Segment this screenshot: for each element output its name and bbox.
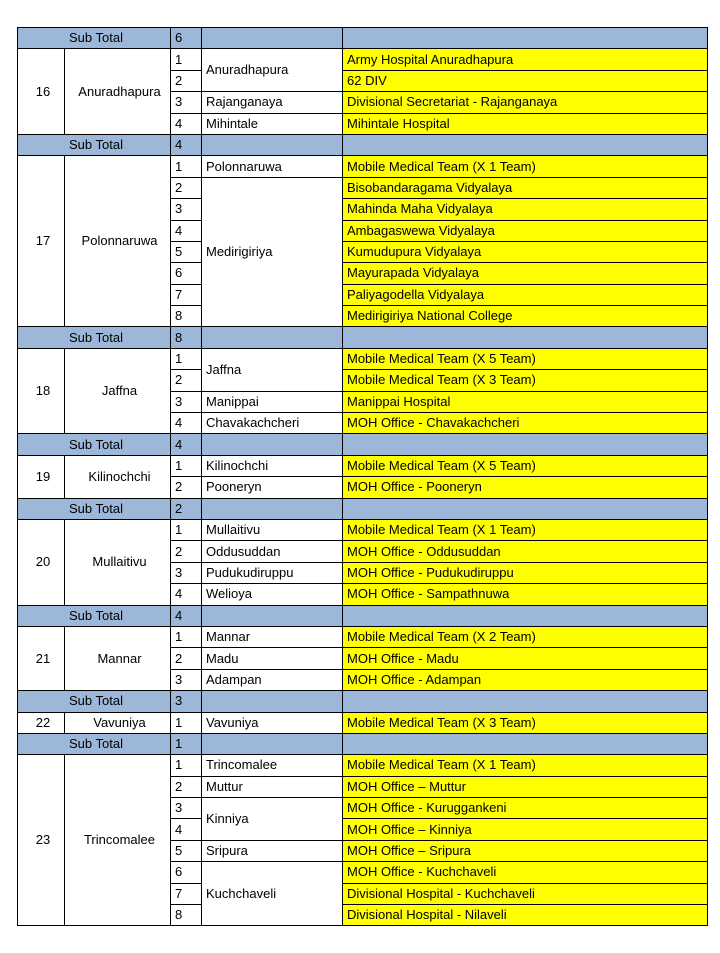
table-row <box>18 519 708 540</box>
subtotal-row <box>18 733 708 754</box>
location-name: MOH Office - Adampan <box>343 669 708 690</box>
subtotal-row <box>18 327 708 348</box>
deployment-table <box>17 27 708 926</box>
district-number: 20 <box>18 519 65 605</box>
subtotal-empty-area <box>202 134 343 155</box>
row-number: 1 <box>171 712 202 733</box>
subtotal-empty-location <box>343 134 708 155</box>
subtotal-label: Sub Total <box>18 733 171 754</box>
subtotal-label: Sub Total <box>18 605 171 626</box>
location-name: MOH Office - Kuruggankeni <box>343 798 708 819</box>
area-name: Muttur <box>202 776 343 797</box>
area-name: Kinniya <box>202 798 343 841</box>
subtotal-value: 4 <box>171 605 202 626</box>
location-name: MOH Office - Pudukudiruppu <box>343 562 708 583</box>
row-number: 7 <box>171 284 202 305</box>
subtotal-empty-location <box>343 498 708 519</box>
district-name: Polonnaruwa <box>65 156 171 327</box>
location-name: Mobile Medical Team (X 1 Team) <box>343 519 708 540</box>
row-number: 6 <box>171 263 202 284</box>
table-row <box>18 348 708 369</box>
district-number: 16 <box>18 49 65 135</box>
table-row <box>18 712 708 733</box>
location-name: Mobile Medical Team (X 3 Team) <box>343 370 708 391</box>
location-name: Kumudupura Vidyalaya <box>343 241 708 262</box>
subtotal-label: Sub Total <box>18 691 171 712</box>
area-name: Pudukudiruppu <box>202 562 343 583</box>
row-number: 4 <box>171 584 202 605</box>
subtotal-label: Sub Total <box>18 134 171 155</box>
area-name: Chavakachcheri <box>202 413 343 434</box>
location-name: MOH Office - Oddusuddan <box>343 541 708 562</box>
row-number: 4 <box>171 413 202 434</box>
row-number: 5 <box>171 241 202 262</box>
area-name: Manippai <box>202 391 343 412</box>
subtotal-value: 6 <box>171 28 202 49</box>
area-name: Jaffna <box>202 348 343 391</box>
location-name: Mobile Medical Team (X 1 Team) <box>343 156 708 177</box>
subtotal-empty-area <box>202 498 343 519</box>
subtotal-empty-location <box>343 691 708 712</box>
location-name: MOH Office - Kuchchaveli <box>343 862 708 883</box>
district-name: Jaffna <box>65 348 171 434</box>
area-name: Madu <box>202 648 343 669</box>
subtotal-empty-area <box>202 327 343 348</box>
row-number: 2 <box>171 177 202 198</box>
subtotal-label: Sub Total <box>18 327 171 348</box>
location-name: MOH Office - Chavakachcheri <box>343 413 708 434</box>
row-number: 3 <box>171 562 202 583</box>
row-number: 3 <box>171 92 202 113</box>
district-number: 19 <box>18 455 65 498</box>
row-number: 4 <box>171 220 202 241</box>
location-name: MOH Office – Sripura <box>343 840 708 861</box>
table-row <box>18 49 708 70</box>
area-name: Pooneryn <box>202 477 343 498</box>
subtotal-empty-area <box>202 605 343 626</box>
location-name: Mobile Medical Team (X 5 Team) <box>343 348 708 369</box>
location-name: Mihintale Hospital <box>343 113 708 134</box>
district-name: Mannar <box>65 626 171 690</box>
row-number: 1 <box>171 156 202 177</box>
row-number: 1 <box>171 755 202 776</box>
subtotal-empty-location <box>343 28 708 49</box>
district-name: Anuradhapura <box>65 49 171 135</box>
subtotal-empty-location <box>343 434 708 455</box>
area-name: Medirigiriya <box>202 177 343 327</box>
district-name: Kilinochchi <box>65 455 171 498</box>
area-name: Mannar <box>202 626 343 647</box>
row-number: 1 <box>171 626 202 647</box>
row-number: 2 <box>171 776 202 797</box>
table-row <box>18 755 708 776</box>
area-name: Kilinochchi <box>202 455 343 476</box>
area-name: Welioya <box>202 584 343 605</box>
row-number: 1 <box>171 519 202 540</box>
district-number: 21 <box>18 626 65 690</box>
district-number: 18 <box>18 348 65 434</box>
location-name: Mayurapada Vidyalaya <box>343 263 708 284</box>
subtotal-label: Sub Total <box>18 498 171 519</box>
location-name: Mobile Medical Team (X 1 Team) <box>343 755 708 776</box>
row-number: 3 <box>171 669 202 690</box>
area-name: Mihintale <box>202 113 343 134</box>
subtotal-row <box>18 28 708 49</box>
row-number: 1 <box>171 455 202 476</box>
area-name: Sripura <box>202 840 343 861</box>
location-name: MOH Office – Kinniya <box>343 819 708 840</box>
area-name: Polonnaruwa <box>202 156 343 177</box>
row-number: 6 <box>171 862 202 883</box>
subtotal-value: 4 <box>171 134 202 155</box>
subtotal-empty-area <box>202 28 343 49</box>
subtotal-value: 1 <box>171 733 202 754</box>
row-number: 2 <box>171 477 202 498</box>
location-name: Army Hospital Anuradhapura <box>343 49 708 70</box>
district-name: Mullaitivu <box>65 519 171 605</box>
subtotal-empty-location <box>343 327 708 348</box>
location-name: MOH Office - Madu <box>343 648 708 669</box>
area-name: Adampan <box>202 669 343 690</box>
location-name: Mobile Medical Team (X 2 Team) <box>343 626 708 647</box>
location-name: Ambagaswewa Vidyalaya <box>343 220 708 241</box>
row-number: 2 <box>171 70 202 91</box>
area-name: Mullaitivu <box>202 519 343 540</box>
area-name: Rajanganaya <box>202 92 343 113</box>
location-name: Mobile Medical Team (X 5 Team) <box>343 455 708 476</box>
subtotal-row <box>18 498 708 519</box>
subtotal-value: 4 <box>171 434 202 455</box>
location-name: Bisobandaragama Vidyalaya <box>343 177 708 198</box>
subtotal-empty-area <box>202 733 343 754</box>
location-name: Paliyagodella Vidyalaya <box>343 284 708 305</box>
subtotal-empty-location <box>343 605 708 626</box>
area-name: Trincomalee <box>202 755 343 776</box>
area-name: Oddusuddan <box>202 541 343 562</box>
row-number: 2 <box>171 648 202 669</box>
location-name: Mobile Medical Team (X 3 Team) <box>343 712 708 733</box>
location-name: Divisional Hospital - Kuchchaveli <box>343 883 708 904</box>
district-name: Trincomalee <box>65 755 171 926</box>
row-number: 1 <box>171 348 202 369</box>
row-number: 4 <box>171 113 202 134</box>
location-name: MOH Office - Pooneryn <box>343 477 708 498</box>
row-number: 4 <box>171 819 202 840</box>
subtotal-empty-area <box>202 691 343 712</box>
area-name: Anuradhapura <box>202 49 343 92</box>
location-name: Divisional Secretariat - Rajanganaya <box>343 92 708 113</box>
location-name: Mahinda Maha Vidyalaya <box>343 199 708 220</box>
location-name: MOH Office – Muttur <box>343 776 708 797</box>
row-number: 3 <box>171 199 202 220</box>
location-name: Manippai Hospital <box>343 391 708 412</box>
subtotal-value: 3 <box>171 691 202 712</box>
subtotal-row <box>18 605 708 626</box>
row-number: 2 <box>171 370 202 391</box>
row-number: 1 <box>171 49 202 70</box>
subtotal-row <box>18 434 708 455</box>
row-number: 2 <box>171 541 202 562</box>
location-name: MOH Office - Sampathnuwa <box>343 584 708 605</box>
subtotal-empty-area <box>202 434 343 455</box>
district-name: Vavuniya <box>65 712 171 733</box>
location-name: 62 DIV <box>343 70 708 91</box>
area-name: Vavuniya <box>202 712 343 733</box>
table-row <box>18 626 708 647</box>
row-number: 5 <box>171 840 202 861</box>
row-number: 3 <box>171 391 202 412</box>
row-number: 7 <box>171 883 202 904</box>
location-name: Medirigiriya National College <box>343 306 708 327</box>
subtotal-value: 8 <box>171 327 202 348</box>
subtotal-row <box>18 691 708 712</box>
location-name: Divisional Hospital - Nilaveli <box>343 905 708 926</box>
row-number: 8 <box>171 905 202 926</box>
district-number: 17 <box>18 156 65 327</box>
area-name: Kuchchaveli <box>202 862 343 926</box>
table-body <box>18 28 708 926</box>
subtotal-label: Sub Total <box>18 434 171 455</box>
subtotal-label: Sub Total <box>18 28 171 49</box>
district-number: 23 <box>18 755 65 926</box>
table-row <box>18 455 708 476</box>
district-number: 22 <box>18 712 65 733</box>
row-number: 3 <box>171 798 202 819</box>
subtotal-empty-location <box>343 733 708 754</box>
row-number: 8 <box>171 306 202 327</box>
subtotal-value: 2 <box>171 498 202 519</box>
subtotal-row <box>18 134 708 155</box>
table-row <box>18 156 708 177</box>
